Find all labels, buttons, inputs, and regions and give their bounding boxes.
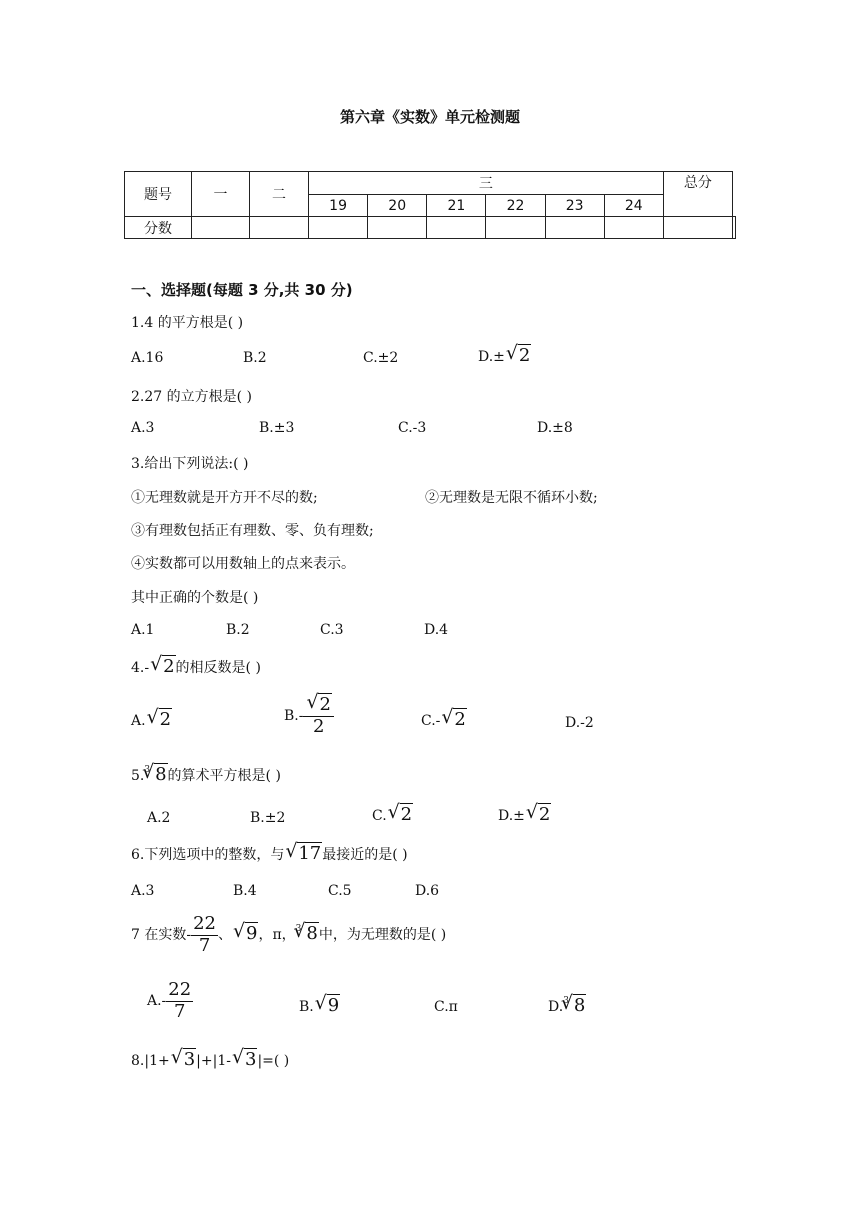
sub-number: 21 <box>427 195 486 217</box>
radicand: 2 <box>159 709 172 730</box>
score-cell[interactable] <box>368 217 427 239</box>
sqrt <box>234 923 258 944</box>
q1-option-a: A.16 <box>131 350 164 366</box>
q8-prefix: 8.|1+ <box>131 1053 170 1069</box>
q5-suffix: 的算术平方根是( ) <box>167 768 281 784</box>
radicand: 2 <box>538 804 551 825</box>
fraction-numerator: 22 <box>168 979 192 1000</box>
radicand: 9 <box>246 923 258 945</box>
q3-option-d: D.4 <box>424 622 449 638</box>
sub-number: 23 <box>545 195 604 217</box>
score-cell[interactable] <box>663 217 732 239</box>
q2-stem: 2.27 的立方根是( ) <box>131 389 252 405</box>
q7-stem <box>131 914 446 956</box>
sqrt <box>151 656 175 677</box>
radicand: 2 <box>163 656 175 677</box>
q3-option-a: A.1 <box>131 622 155 638</box>
q4-a-prefix: A. <box>131 713 146 729</box>
q4-b-prefix: B.- <box>284 708 304 725</box>
q4-option-c <box>421 709 467 730</box>
q6-prefix: 6.下列选项中的整数，与 <box>131 847 285 863</box>
q7-separator: ，π， <box>258 927 296 944</box>
sub-number: 20 <box>368 195 427 217</box>
q7-option-a <box>147 980 193 1022</box>
q6-option-c: C.5 <box>328 883 352 899</box>
q5-prefix: 5. <box>131 768 145 784</box>
sqrt <box>389 804 413 825</box>
page-title: 第六章《实数》单元检测题 <box>339 108 520 126</box>
score-cell[interactable] <box>486 217 545 239</box>
q4-option-a <box>131 709 172 730</box>
sqrt <box>507 345 531 366</box>
sub-number: 19 <box>309 195 368 217</box>
sqrt <box>307 695 331 716</box>
header-total: 总分 <box>663 172 732 217</box>
sqrt <box>172 1049 196 1070</box>
q7-option-d <box>548 995 586 1016</box>
header-san: 三 <box>309 172 664 195</box>
q6-option-b: B.4 <box>233 883 257 899</box>
score-cell[interactable] <box>192 217 250 239</box>
q5-option-a: A.2 <box>147 810 171 826</box>
q6-suffix: 最接近的是( ) <box>322 847 408 863</box>
sqrt <box>442 709 466 730</box>
q1-option-b: B.2 <box>243 350 267 366</box>
q3-statement-2: ②无理数是无限不循环小数; <box>425 490 598 506</box>
q5-c-prefix: C. <box>372 808 387 824</box>
q7-b-prefix: B. <box>299 999 314 1015</box>
header-tihao: 题号 <box>125 172 192 217</box>
q5-d-prefix: D.± <box>498 808 525 824</box>
q4-prefix: 4.- <box>131 660 150 676</box>
q1-d-prefix: D.± <box>478 349 505 365</box>
q3-option-c: C.3 <box>320 622 344 638</box>
radicand: 2 <box>400 804 413 825</box>
q3-statement-3: ③有理数包括正有理数、零、负有理数; <box>131 523 374 539</box>
q4-option-b <box>284 695 334 737</box>
q6-option-a: A.3 <box>131 883 155 899</box>
q7-d-prefix: D. <box>548 999 564 1015</box>
q8-stem <box>131 1049 289 1070</box>
radicand: 2 <box>518 345 531 366</box>
cube-root <box>143 764 167 785</box>
score-cell[interactable] <box>250 217 309 239</box>
q6-option-d: D.6 <box>415 883 440 899</box>
fraction-denominator: 7 <box>174 1000 186 1022</box>
q3-stem: 3.给出下列说法:( ) <box>131 456 249 472</box>
section-heading: 一、选择题(每题 3 分,共 30 分) <box>131 281 353 299</box>
total-cell[interactable] <box>732 217 735 239</box>
radicand: 2 <box>454 709 466 730</box>
root-index: 3 <box>295 924 302 935</box>
sqrt <box>233 1049 257 1070</box>
q5-option-c <box>372 804 413 825</box>
root-index: 3 <box>563 996 569 1006</box>
sqrt <box>148 709 172 730</box>
score-table <box>124 171 736 239</box>
q2-option-b: B.±3 <box>259 420 295 436</box>
q4-stem <box>131 656 261 677</box>
q7-prefix: 7 在实数- <box>131 927 192 944</box>
sqrt <box>286 843 322 864</box>
q8-suffix: |=( ) <box>257 1053 290 1069</box>
q3-statement-1: ①无理数就是开方开不尽的数; <box>131 490 318 506</box>
fraction-numerator: 22 <box>193 913 216 934</box>
q7-separator: 、 <box>218 927 232 944</box>
score-cell[interactable] <box>604 217 663 239</box>
cube-root <box>562 995 586 1016</box>
radicand: 17 <box>298 843 322 864</box>
radicand: 8 <box>306 923 318 945</box>
root-index: 3 <box>144 765 151 775</box>
q1-option-c: C.±2 <box>363 350 399 366</box>
q7-suffix: 中，为无理数的是( ) <box>318 927 447 944</box>
score-cell[interactable] <box>545 217 604 239</box>
score-cell[interactable] <box>427 217 486 239</box>
q5-option-b: B.±2 <box>250 810 286 826</box>
header-er: 二 <box>250 172 309 217</box>
q4-option-d: D.-2 <box>565 715 594 731</box>
fraction <box>303 695 333 737</box>
q7-option-b <box>299 995 340 1016</box>
q5-option-d <box>498 804 551 825</box>
q8-middle: |+|1- <box>196 1053 231 1069</box>
q2-option-c: C.-3 <box>398 420 427 436</box>
score-cell[interactable] <box>309 217 368 239</box>
q7-option-c: C.π <box>434 999 458 1015</box>
sqrt <box>527 804 551 825</box>
sub-number: 24 <box>604 195 663 217</box>
cube-root <box>294 923 318 944</box>
fraction-numerator <box>303 695 333 717</box>
fraction <box>191 914 218 956</box>
q7-a-prefix: A.- <box>147 993 167 1010</box>
q1-option-d <box>478 345 531 366</box>
fraction-denominator: 7 <box>198 934 211 956</box>
radicand: 3 <box>183 1049 196 1070</box>
radicand: 9 <box>327 995 340 1016</box>
radicand: 8 <box>155 764 167 785</box>
q3-statement-4: ④实数都可以用数轴上的点来表示。 <box>131 556 355 572</box>
q4-suffix: 的相反数是( ) <box>175 660 261 676</box>
q2-option-a: A.3 <box>131 420 155 436</box>
fraction-denominator: 2 <box>312 715 325 737</box>
q5-stem <box>131 764 281 785</box>
row-fenshu-label: 分数 <box>125 217 192 239</box>
q1-stem: 1.4 的平方根是( ) <box>131 315 244 331</box>
radicand: 2 <box>319 694 331 715</box>
sub-number: 22 <box>486 195 545 217</box>
radicand: 3 <box>244 1049 257 1070</box>
q4-c-prefix: C.- <box>421 713 441 729</box>
q3-option-b: B.2 <box>226 622 250 638</box>
q2-option-d: D.±8 <box>537 420 573 436</box>
q6-stem <box>131 843 408 864</box>
radicand: 8 <box>573 995 586 1016</box>
fraction <box>166 980 193 1022</box>
header-yi: 一 <box>192 172 250 217</box>
sqrt <box>316 995 340 1016</box>
q3-ask: 其中正确的个数是( ) <box>131 590 259 606</box>
